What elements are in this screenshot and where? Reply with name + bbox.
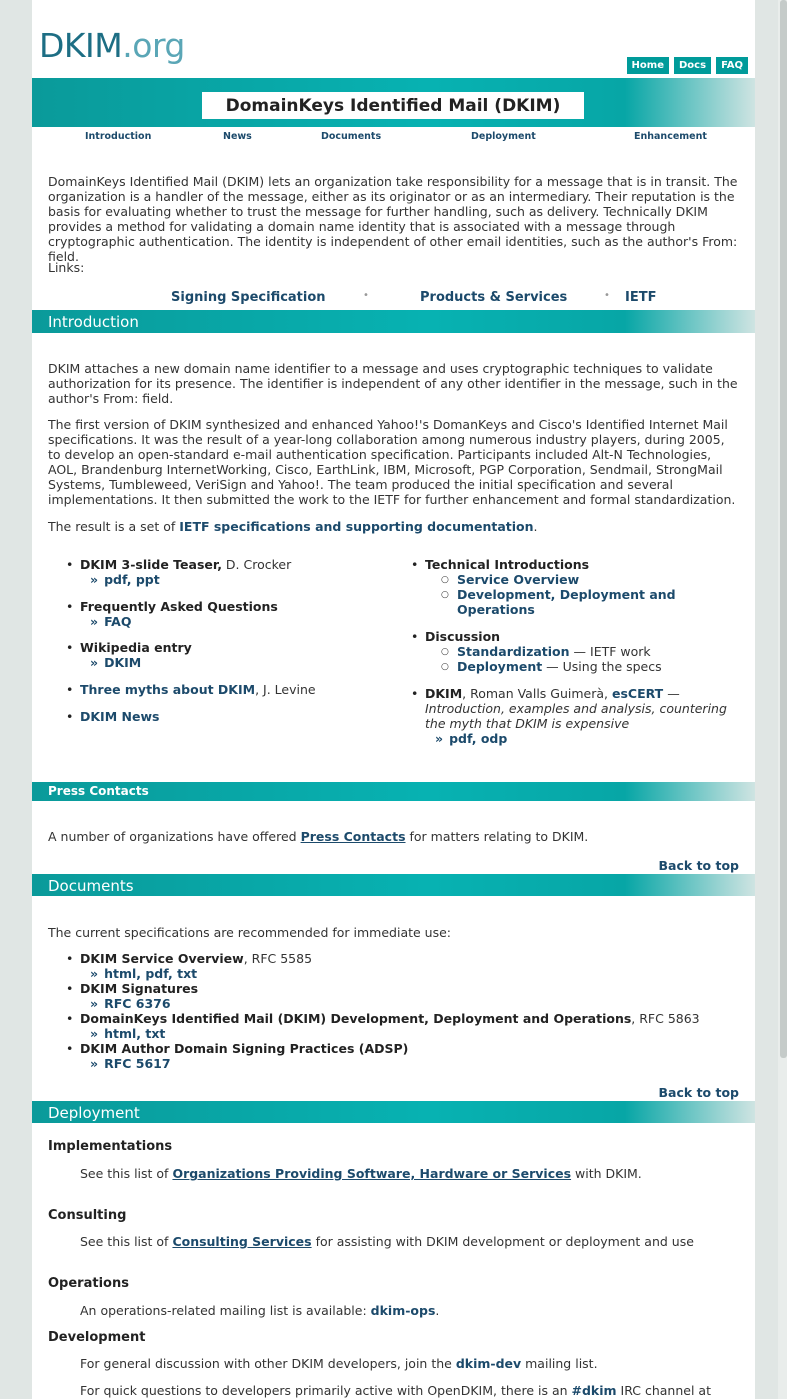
list-item: • DKIM Signatures » RFC 6376 [64, 981, 744, 1011]
site-title: DomainKeys Identified Mail (DKIM) [202, 92, 584, 119]
three-myths-link[interactable]: Three myths about DKIM [80, 682, 256, 697]
intro-paragraph: DomainKeys Identified Mail (DKIM) lets an organization take responsibility for a message that is in transit. The organization is a handler of the message, either as its originator or as an intermediary. Their reputation is the basis for evaluating whether to trust the message for further handling, such as delivery. Technically DKIM provides a method for validating a domain name identity that is associated with a message through cryptographic authentication. The identity is independent of other email identities, such as the author's From: field. [48, 174, 738, 264]
introduction-header [32, 310, 755, 333]
escert-files-link[interactable]: pdf, odp [449, 731, 508, 746]
top-nav [627, 57, 748, 74]
deployment-link[interactable]: Deployment [457, 659, 543, 674]
press-contacts-link[interactable]: Press Contacts [300, 829, 406, 844]
implementations-paragraph: See this list of Organizations Providing Software, Hardware or Services with DKIM. [80, 1166, 642, 1181]
subnav-documents[interactable]: Documents [321, 131, 382, 142]
list-item: • Discussion ○ Standardization — IETF work ○ Deployment — Using the specs [409, 629, 749, 674]
documents-intro: The current specifications are recommended for immediate use: [48, 925, 452, 940]
list-item: • Three myths about DKIM, J. Levine [64, 682, 394, 697]
scrollbar-thumb[interactable] [780, 0, 787, 1058]
subnav-news[interactable]: News [223, 131, 252, 142]
wikipedia-link[interactable]: DKIM [104, 655, 142, 670]
page-content [32, 0, 755, 1399]
development-deployment-operations-link[interactable]: Development, Deployment and Operations [457, 587, 676, 617]
consulting-heading: Consulting [48, 1208, 127, 1223]
dkim-news-link[interactable]: DKIM News [80, 709, 160, 724]
documents-heading: Documents [48, 877, 134, 895]
subnav-enhancement[interactable]: Enhancement [634, 131, 707, 142]
faq-link[interactable]: FAQ [104, 614, 132, 629]
resources-list-left [64, 557, 394, 724]
rfc5585-links[interactable]: html, pdf, txt [104, 966, 198, 981]
dkim-dev-link[interactable]: dkim-dev [455, 1356, 522, 1371]
escert-link[interactable]: esCERT [611, 686, 664, 701]
deployment-header [32, 1101, 755, 1123]
nav-faq-button[interactable]: FAQ [716, 57, 748, 74]
link-signing-specification[interactable]: Signing Specification [171, 290, 326, 305]
link-separator: • [604, 290, 610, 301]
list-item: • Frequently Asked Questions » FAQ [64, 599, 394, 629]
subnav-introduction[interactable]: Introduction [85, 131, 152, 142]
title-banner [32, 78, 755, 127]
list-item: • Wikipedia entry » DKIM [64, 640, 394, 670]
consulting-services-link[interactable]: Consulting Services [172, 1234, 312, 1249]
rfc5617-link[interactable]: RFC 5617 [104, 1056, 171, 1071]
logo-org: .org [122, 26, 185, 65]
standardization-link[interactable]: Standardization [457, 644, 570, 659]
link-products-services[interactable]: Products & Services [420, 290, 568, 305]
irc-channel-link[interactable]: #dkim [571, 1383, 617, 1398]
development-heading: Development [48, 1330, 146, 1345]
press-contacts-heading: Press Contacts [48, 784, 149, 798]
list-item: • DKIM Service Overview, RFC 5585 » html, pdf, txt [64, 951, 744, 981]
link-ietf[interactable]: IETF [625, 290, 657, 305]
intro-para-1: DKIM attaches a new domain name identifier to a message and uses cryptographic techniques to validate authorization for its presence. The identifier is independent of any other identifier in the message, such in the author's From: field. [48, 361, 738, 406]
nav-docs-button[interactable]: Docs [674, 57, 711, 74]
documents-list [64, 951, 744, 1071]
consulting-paragraph: See this list of Consulting Services for assisting with DKIM development or deployment and use [80, 1234, 694, 1249]
nav-home-button[interactable]: Home [627, 57, 669, 74]
operations-paragraph: An operations-related mailing list is available: dkim-ops. [80, 1303, 440, 1318]
resources-list-right [409, 557, 749, 746]
subnav-deployment[interactable]: Deployment [471, 131, 536, 142]
back-to-top-link[interactable]: Back to top [658, 1085, 739, 1100]
press-paragraph: A number of organizations have offered Press Contacts for matters relating to DKIM. [48, 829, 589, 844]
operations-heading: Operations [48, 1276, 129, 1291]
press-contacts-header [32, 782, 755, 801]
teaser-files-link[interactable]: pdf, ppt [104, 572, 160, 587]
development-paragraph-1: For general discussion with other DKIM developers, join the dkim-dev mailing list. [80, 1356, 598, 1371]
rfc5863-links[interactable]: html, txt [104, 1026, 166, 1041]
intro-para-2: The first version of DKIM synthesized and enhanced Yahoo!'s DomanKeys and Cisco's Identified Internet Mail specifications. It was the result of a year-long collaboration among numerous industry players, during 2005, to develop an open-standard e-mail authentication specification. Participants included Alt-N Technologies, AOL, Brandenburg InternetWorking, Cisco, EarthLink, IBM, Microsoft, PGP Corporation, Sendmail, StrongMail Systems, Tumbleweed, VeriSign and Yahoo!. The team produced the initial specification and several implementations. It then submitted the work to the IETF for further enhancement and formal standardization. [48, 417, 736, 507]
deployment-heading: Deployment [48, 1104, 140, 1122]
service-overview-link[interactable]: Service Overview [457, 572, 580, 587]
development-paragraph-2: For quick questions to developers primarily active with OpenDKIM, there is an #dkim IRC channel at [80, 1383, 711, 1398]
organizations-link[interactable]: Organizations Providing Software, Hardware or Services [172, 1166, 572, 1181]
link-separator: • [363, 290, 369, 301]
site-logo[interactable] [39, 26, 185, 65]
list-item: • DKIM Author Domain Signing Practices (ADSP) » RFC 5617 [64, 1041, 744, 1071]
links-label: Links: [48, 260, 85, 275]
introduction-heading: Introduction [48, 313, 139, 331]
ietf-specs-link[interactable]: IETF specifications and supporting documentation [179, 519, 534, 534]
dkim-ops-link[interactable]: dkim-ops [370, 1303, 436, 1318]
rfc6376-link[interactable]: RFC 6376 [104, 996, 171, 1011]
list-item: • DKIM 3-slide Teaser, D. Crocker » pdf, ppt [64, 557, 394, 587]
list-item: • DomainKeys Identified Mail (DKIM) Development, Deployment and Operations, RFC 5863 » html, txt [64, 1011, 744, 1041]
list-item: • DKIM, Roman Valls Guimerà, esCERT — Introduction, examples and analysis, countering the myth that DKIM is expensive » pdf, odp [409, 686, 749, 746]
logo-dkim: DKIM [39, 26, 123, 65]
back-to-top-link[interactable]: Back to top [658, 858, 739, 873]
result-line: The result is a set of IETF specifications and supporting documentation. [48, 519, 538, 534]
documents-header [32, 874, 755, 896]
list-item: • Technical Introductions ○ Service Overview ○ Development, Deployment and Operations [409, 557, 749, 617]
implementations-heading: Implementations [48, 1139, 173, 1154]
list-item [64, 709, 394, 724]
